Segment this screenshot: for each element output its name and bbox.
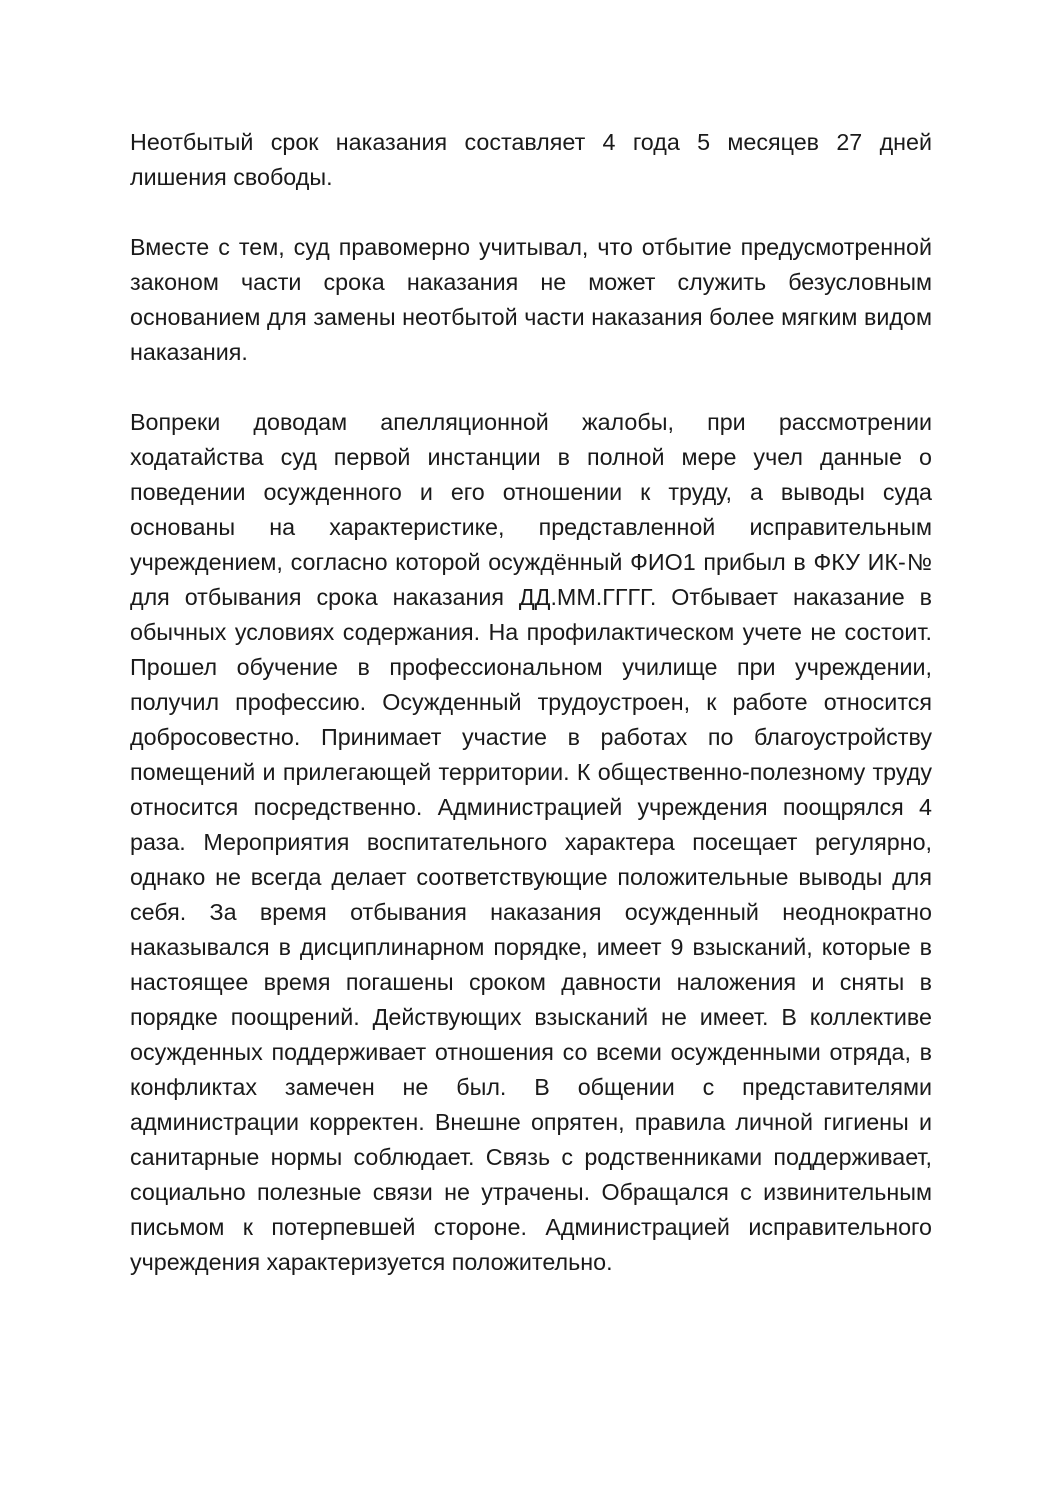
paragraph-court-consideration: Вместе с тем, суд правомерно учитывал, что отбытие предусмотренной законом части срока наказания не может служить безусловным основанием для замены неотбытой части наказания более мягким видом наказания. [130,234,932,365]
paragraph-unserved-term: Неотбытый срок наказания составляет 4 года 5 месяцев 27 дней лишения свободы. [130,129,932,190]
paragraph-convict-characteristic: Вопреки доводам апелляционной жалобы, при рассмотрении ходатайства суд первой инстанции в полной мере учел данные о поведении осужденного и его отношении к труду, а выводы суда основаны на характеристике, представленной исправительным учреждением, согласно которой осуждённый ФИО1 прибыл в ФКУ ИК-№ для отбывания срока наказания ДД.ММ.ГГГГ. Отбывает наказание в обычных условиях содержания. На профилактическом учете не состоит. Прошел обучение в профессиональном училище при учреждении, получил профессию. Осужденный трудоустроен, к работе относится добросовестно. Принимает участие в работах по благоустройству помещений и прилегающей территории. К общественно-полезному труду относится посредственно. Администрацией учреждения поощрялся 4 раза. Мероприятия воспитательного характера посещает регулярно, однако не всегда делает соответствующие положительные выводы для себя. За время отбывания наказания осужденный неоднократно наказывался в дисциплинарном порядке, имеет 9 взысканий, которые в настоящее время погашены сроком давности наложения и сняты в порядке поощрений. Действующих взысканий не имеет. В коллективе осужденных поддерживает отношения со всеми осужденными отряда, в конфликтах замечен не был. В общении с представителями администрации корректен. Внешне опрятен, правила личной гигиены и санитарные нормы соблюдает. Связь с родственниками поддерживает, социально полезные связи не утрачены. Обращался с извинительным письмом к потерпевшей стороне. Администрацией исправительного учреждения характеризуется положительно. [130,409,932,1275]
document-body [130,125,932,1315]
